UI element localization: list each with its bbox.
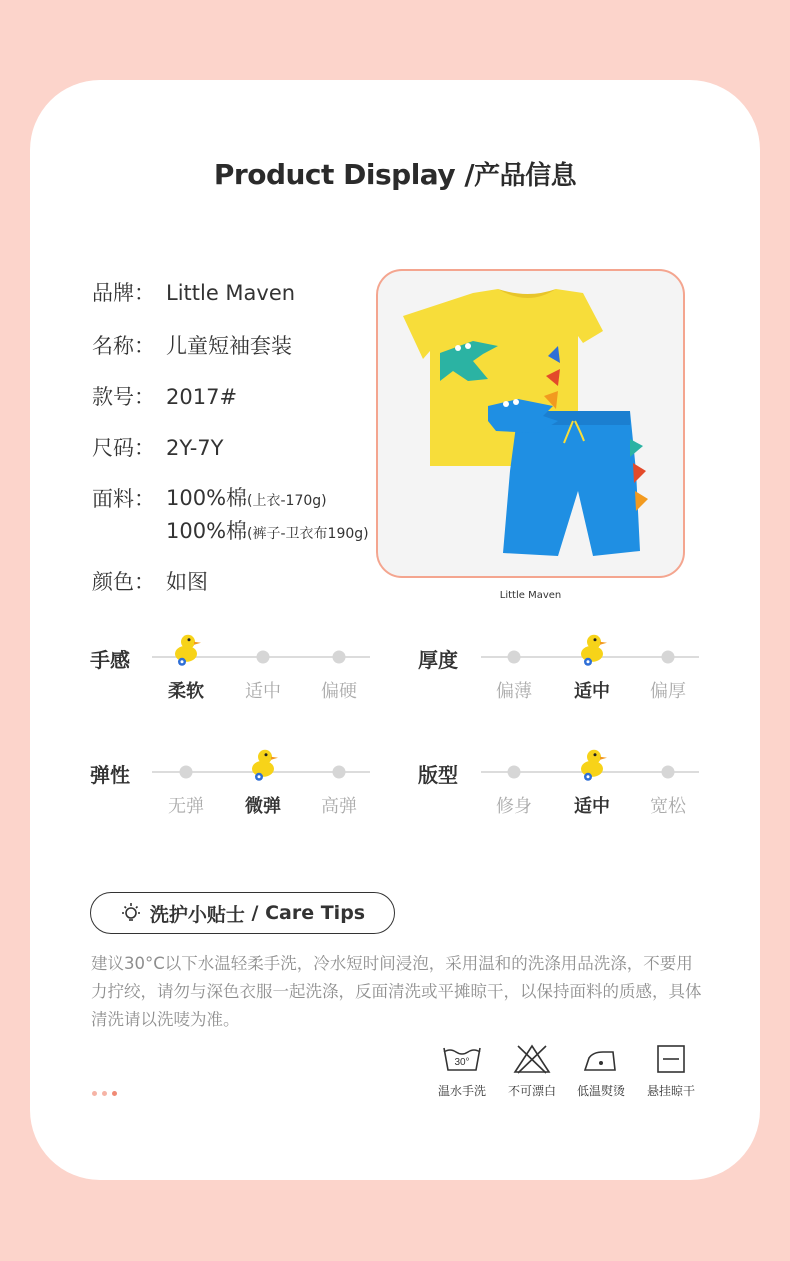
shorts-shape (503, 411, 640, 556)
hang-dry-icon (651, 1044, 691, 1074)
color-row: 颜色： 如图 (92, 570, 208, 594)
care-item-dry: 悬挂晾干 (636, 1044, 706, 1099)
care-item-iron: 低温熨烫 (566, 1044, 636, 1099)
page-indicator (92, 1091, 117, 1096)
care-tips-text: 建议30°C以下水温轻柔手洗，冷水短时间浸泡，采用温和的洗涤用品洗涤，不要用力拧绞，请勿与深色衣服一起洗涤，反面清洗或平摊晾干，以保持面料的质感，具体清洗请以洗唛为准。 (91, 954, 702, 1029)
gauge-dot (257, 651, 270, 664)
gauge-option: 适中 (245, 681, 281, 702)
wash-30-icon (442, 1044, 482, 1074)
gauge-label-hand-feel: 手感 (90, 648, 130, 672)
low-iron-icon (581, 1044, 621, 1074)
pager-dot-active (112, 1091, 117, 1096)
gauge-option: 偏硬 (321, 681, 357, 702)
svg-text:30°: 30° (454, 1057, 470, 1068)
gauge-dot (333, 766, 346, 779)
name-row: 名称： 儿童短袖套装 (92, 334, 292, 358)
pager-dot (92, 1091, 97, 1096)
gauge-dot (180, 766, 193, 779)
gauge-option-selected: 柔软 (168, 681, 204, 702)
gauge-dot (662, 651, 675, 664)
gauge-option: 宽松 (650, 796, 686, 817)
lightbulb-icon (120, 902, 142, 924)
duck-marker-icon (575, 747, 609, 783)
duck-marker-icon (246, 747, 280, 783)
gauge-option: 高弹 (321, 796, 357, 817)
no-bleach-icon (512, 1044, 552, 1074)
duck-marker-icon (169, 632, 203, 668)
gauge-option-selected: 适中 (574, 681, 610, 702)
fabric-row: 面料： 100%棉(上衣-170g) 100%棉(裤子-卫衣布190g) (92, 486, 369, 543)
gauge-option: 偏薄 (496, 681, 532, 702)
gauge-label-thickness: 厚度 (418, 648, 458, 672)
size-row: 尺码： 2Y-7Y (92, 436, 224, 460)
gauge-option-selected: 微弹 (245, 796, 281, 817)
gauge-option: 修身 (496, 796, 532, 817)
gauge-dot (333, 651, 346, 664)
gauge-option: 无弹 (168, 796, 204, 817)
care-tips-pill: 洗护小贴士 / Care Tips (90, 892, 395, 934)
photo-brand-caption: Little Maven (499, 590, 562, 601)
page-title: Product Display /产品信息 (213, 158, 577, 191)
care-item-bleach: 不可漂白 (497, 1044, 567, 1099)
gauge-option-selected: 适中 (574, 796, 610, 817)
gauge-option: 偏厚 (650, 681, 686, 702)
product-photo (376, 269, 685, 578)
care-item-wash: 30° 温水手洗 (427, 1044, 497, 1099)
gauge-label-elasticity: 弹性 (90, 763, 130, 787)
duck-marker-icon (575, 632, 609, 668)
model-row: 款号： 2017# (92, 385, 238, 409)
brand-row: 品牌： Little Maven (92, 281, 296, 305)
gauge-dot (508, 651, 521, 664)
gauge-dot (508, 766, 521, 779)
pager-dot (102, 1091, 107, 1096)
gauge-label-fit: 版型 (418, 763, 458, 787)
gauge-dot (662, 766, 675, 779)
